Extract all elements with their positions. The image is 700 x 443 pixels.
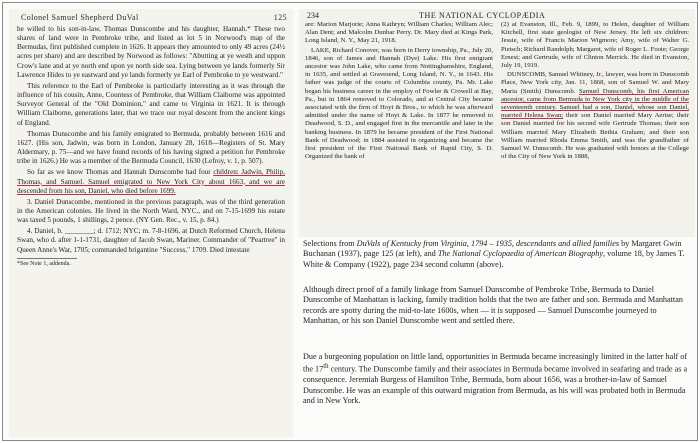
commentary-paragraph-1: Although direct proof of a family linkage from Samuel Dunscombe of Pembroke Tribe, Bermuda to Daniel Dunscombe of Manhattan is lacking, family tradition holds that the two are father and son. Bermuda and Manhattan records are spotty during the mid-to-late 1600s, when — it is supposed — Samuel Dunscombe journeyed to Manhattan, or his son Daniel Dunscombe went and settled there. [303,285,683,325]
left-para-1: he willed to his son-in-law, Thomas Dunscombe and his daughter, Hannah.* These two shares of land were in Pembroke tribe, and listed as lot 5 in Norwood's map of the Bermudas, first published complete in 1626. It appears they amounted to only 49 acres (24½ acres per share) and are described by Norwood as follows: "Abutting at ye westh and uppon Crow's lane and at ye north end upon ye north side sea. Lying between ye lands formerly Sir Lawrence Hides to ye eastward and ye lands formerly ye Earl of Pembroke to ye westward." [17,25,285,79]
left-footnote: *See Note 1, addenda. [17,258,77,269]
left-page-body [9,23,293,269]
left-para-4-lead: So far as we know Thomas and Hannah Dunscombe had four [27,168,214,177]
cyclopaedia-title: THE NATIONAL CYCLOPÆDIA [419,11,546,20]
underlined-children-passage: children: Jadwin, Philip, Thomas, and Samuel. Samuel emigrated to New York City about 1663, and we are descended from his son, Daniel, who died before 1699. [17,168,285,195]
col1-para-lake: LAKE, Richard Conover, was born in Derry township, Pa., July 20, 1846, son of James and Hannah (Dye) Lake. His first emigrant ancestor was John Lake, who came from Nottinghamshire, England, in 1635, and settled at Gravesend, Long Island, N. Y., in 1643. His father was judge of the courts of Columbia county, Pa. Mr. Lake began his business career in the employ of Fowler & Crowell at Bay, Pa., but in 1864 removed to Colorado, and at Central City became associated with the firm of Hoyt & Bros., to which he was afterward admitted under the name of Hoyt & Lake. In 1877 he removed to Deadwood, S. D., and engaged first in the mercantile and later in the banking business. In 1879 he became president of the First National Bank of Deadwood; in 1884 assisted in organizing and became the first president of the First National Bank of Rapid City, S. D. Organized the bank of [305,46,493,161]
figure-frame [2,2,698,441]
caption-part-1: Selections from [303,239,357,248]
left-para-4 [17,168,285,195]
left-para-5: 3. Daniel Dunscombe, mentioned in the previous paragraph, was of the third generation in the American colonies. He lived in the North Ward, NYC., and on 7-15-1699 his estate was taxed 5 pounds, 1 shillings, 2 pence. (NY Gen. Rec., v. 15, p. 84.) [17,197,285,225]
col2-para-dunscomb [501,71,689,161]
cyclopaedia-columns [299,21,695,162]
cyclopaedia-page-number: 234 [307,11,319,20]
caption-part-2: by Margaret Gwin Buchanan (1937), page 125 (at left), and [303,239,682,259]
left-page-scan [9,9,293,437]
ordinal-suffix: th [323,363,329,371]
caption-book-title-2: The National Cyclopaedia of American Biography [437,249,604,259]
commentary-2-lead: Due a burgeoning population on little land, opportunities in Bermuda became increasingly limited in the latter half of the 17 [303,352,688,375]
underlined-dunscomb-passage: Samuel Dunscomb, his first American ancestor, came from Bermuda to New York city in the middle of the seventeenth century. Samuel had a son, Daniel, whose son Daniel, married Helena Swan; [501,87,689,120]
col1-para-1: are: Marion Marjorie; Anna Kathryn; William Charles; William Alec; Alan Dent; and Malcolm Dunbar Perry. Dr. Mary died at Kings Park, Long Island, N. Y., May 21, 1918. [305,21,493,45]
col2-para-1: (2) at Evanston, Ill., Feb. 9, 1899, to Helen, daughter of William Kitchell, first state geologist of New Jersey. He left six children: Jessie, wife of Francis Marion Wigmore; Amy, wife of Walter G. Pietsch; Richard Randolph; Margaret, wife of Roger L. Foote; George Ernest; and Gertrude, wife of Clinton Merrick. He died in Evanston, July 19, 1919. [501,21,689,70]
cyclopaedia-page-scan [299,9,695,237]
left-page-title: Colonel Samuel Shepherd DuVal [21,13,139,22]
left-para-3: Thomas Dunscombe and his family emigrated to Bermuda, probably between 1616 and 1627. (His son, Jadwin, was born in London, January 28, 1618—Registers of St. Mary Aldermary, p. 75—and we have found records of his having signed a petition for Pembroke tribe in 1626.) He was a member of the Bermuda Council, 1630 (Lefroy, v. 1, p. 507). [17,129,285,166]
cyclopaedia-column-1 [305,21,493,162]
dunscomb-rest: their son Daniel married Mary Aertse; their son Daniel married for his second wife Gertrude Thomas; their son William married Mary Elizabeth Bethia Graham; and their son William married Rhoda Emma Smith, and was the grandfather of Samuel W. Dunscomb. He was graduated with honors at the College of the City of New York in 1888, [501,112,689,161]
commentary-2-rest: century. The Dunscombe family and their associates in Bermuda became involved in seafaring and trade as a consequence. Jeremiah Burgess of Hamilton Tribe, Bermuda, born about 1656, was a brother-in-law of Samuel Dunscombe. He was an example of this outward migration from Bermuda, as his will was probated both in Bermuda and in New York. [303,365,688,405]
left-page-header [9,9,293,23]
left-para-6: 4. Daniel, b. ________; d. 1712; NYC; m. 7-8-1696, at Dutch Reformed Church, Helena Swan, who d. after 1-1-1731, daughter of Jacob Swan, Mariner. Commander of "Peartree" in Queen Anne's War, 1705; commanded brigantine "Success," 1709. Died intestate [17,227,285,254]
dunscomb-lead: DUNSCOMB, Samuel Whitney, Jr., lawyer, was born in Dunscomb Place, New York city, Jan. 11, 1868, son of Samuel W. and Mary Maria (Smith) Dunscomb. [501,71,689,95]
cyclopaedia-header [299,9,695,21]
figure-caption [303,239,693,270]
left-page-number: 125 [273,13,287,22]
commentary-paragraph-2 [303,352,693,406]
caption-part-3: , volume 18, by James T. White & Company (1922), page 234 second column (above). [303,249,685,269]
caption-book-title-1: DuVals of Kentucky from Virginia, 1794 – 1935, descendants and allied families [356,239,620,248]
cyclopaedia-column-2 [501,21,689,162]
left-para-2: This reference to the Earl of Pembroke is particularly interesting as it was through the influence of his cousin, Anne, Countess of Pembroke, that William Claiborne was appointed Surveyor General of the "Old Dominion," and came to Virginia in 1621. It is through William Claiborne, generations later, that we trace our royal descent from the ancient kings of England. [17,81,285,127]
